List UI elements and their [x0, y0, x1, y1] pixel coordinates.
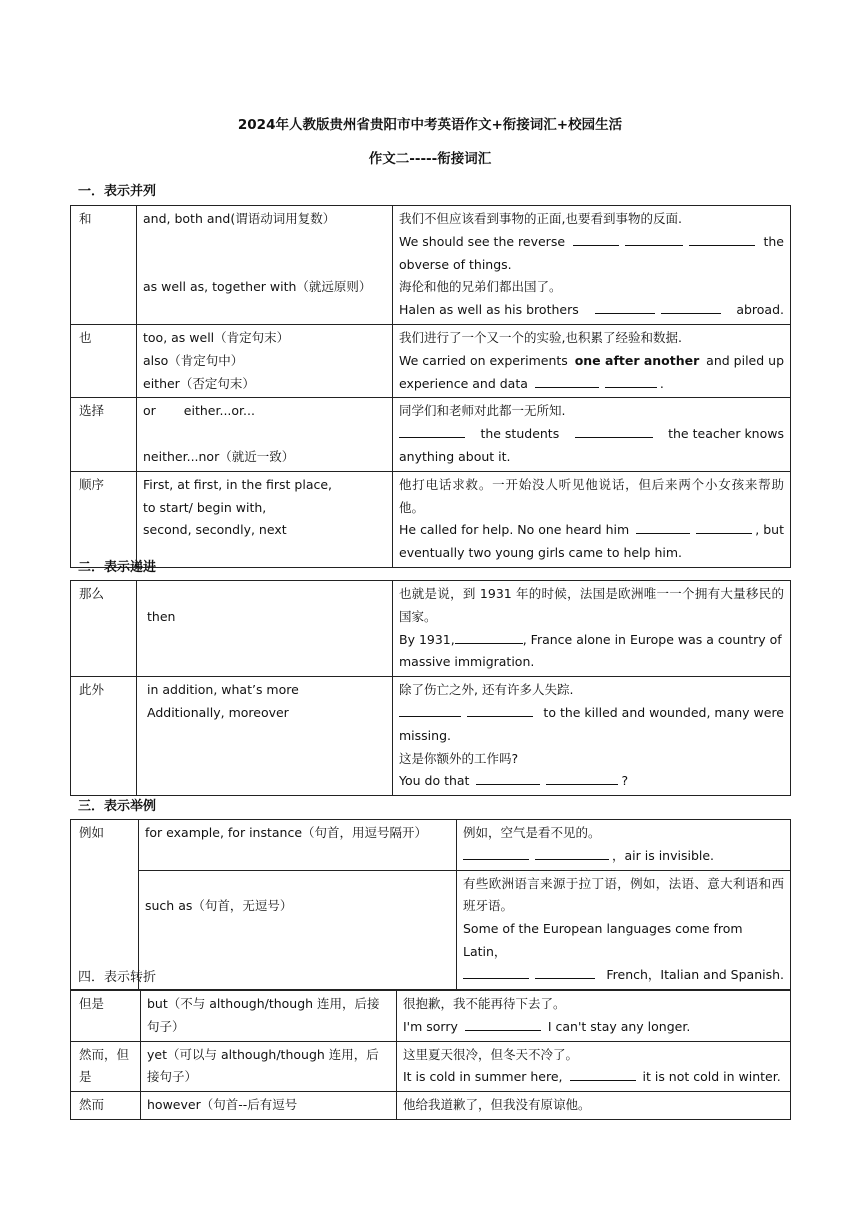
example-line: 海伦和他的兄弟们都出国了。: [399, 279, 562, 295]
answer-blank[interactable]: [636, 519, 690, 534]
answer-blank[interactable]: [575, 423, 653, 438]
answer-blank[interactable]: [455, 629, 523, 644]
words-cell: yet（可以与 although/though 连用，后接句子）: [141, 1041, 397, 1092]
category-cell: 也: [71, 324, 137, 397]
example-text: By 1931,: [399, 631, 455, 647]
section-heading-contrast: 四．表示转折: [78, 970, 157, 985]
answer-blank[interactable]: [595, 299, 655, 314]
answer-blank[interactable]: [570, 1066, 636, 1081]
category-cell: 此外: [71, 677, 137, 796]
word-line: either...or...: [183, 403, 255, 419]
table-row: [71, 820, 791, 871]
example-text: experience and data: [399, 375, 528, 391]
example-text: ，air is invisible.: [612, 847, 715, 863]
category-cell: 然而: [71, 1092, 141, 1120]
answer-blank[interactable]: [605, 373, 657, 388]
examples-cell: [393, 677, 791, 796]
examples-cell: [393, 324, 791, 397]
section-heading-progression: 二．表示递进: [78, 560, 157, 575]
words-cell: [137, 398, 393, 471]
examples-cell: [457, 870, 791, 989]
examples-cell: [393, 398, 791, 471]
examples-cell: [397, 1041, 791, 1092]
example-text: it is not cold in winter.: [642, 1069, 781, 1085]
answer-blank[interactable]: [463, 845, 529, 860]
example-line: 很抱歉，我不能再待下去了。: [403, 996, 566, 1011]
answer-blank[interactable]: [399, 423, 465, 438]
example-text: I'm sorry: [403, 1018, 458, 1034]
example-line: missing.: [399, 727, 451, 743]
document-title: 2024年人教版贵州省贵阳市中考英语作文+衔接词汇+校园生活: [237, 117, 623, 133]
example-line: obverse of things.: [399, 256, 512, 272]
example-line: massive immigration.: [399, 654, 535, 670]
category-cell: 然而，但是: [71, 1041, 141, 1092]
answer-blank[interactable]: [689, 231, 755, 246]
table-row: [71, 870, 791, 989]
examples-cell: [393, 581, 791, 677]
example-text: to the killed and wounded, many were: [543, 704, 784, 720]
example-text: French，Italian and Spanish.: [606, 966, 784, 982]
examples-cell: [397, 991, 791, 1042]
words-cell: [137, 677, 393, 796]
word-line: such as（句首，无逗号）: [145, 898, 293, 914]
answer-blank[interactable]: [573, 231, 619, 246]
category-cell: 和: [71, 206, 137, 325]
example-text: ?: [621, 773, 629, 789]
table-contrast: [70, 990, 791, 1120]
example-text: He called for help. No one heard him: [399, 522, 630, 538]
words-cell: [137, 471, 393, 567]
word-line: also（肯定句中）: [143, 352, 244, 368]
table-row: [71, 581, 791, 677]
category-cell: 但是: [71, 991, 141, 1042]
examples-cell: [457, 820, 791, 871]
example-line: eventually two young girls came to help him.: [399, 545, 682, 561]
example-text: the: [763, 233, 784, 249]
word-line: or: [143, 403, 156, 419]
example-line: 这是你额外的工作吗?: [399, 750, 519, 766]
examples-cell: [393, 206, 791, 325]
category-cell: 顺序: [71, 471, 137, 567]
words-cell: [137, 324, 393, 397]
answer-blank[interactable]: [535, 845, 609, 860]
table-parallel: [70, 205, 791, 568]
example-text: We carried on experiments: [399, 352, 568, 368]
example-text: You do that: [399, 773, 470, 789]
word-line: for example, for instance（句首，用逗号隔开）: [145, 825, 428, 840]
table-row: [71, 324, 791, 397]
example-line: 他打电话求救。一开始没人听见他说话，但后来两个小女孩来帮助他。: [399, 476, 784, 515]
example-line: 除了伤亡之外, 还有许多人失踪.: [399, 682, 574, 698]
table-row: [71, 398, 791, 471]
example-text: .: [659, 375, 664, 391]
example-line: 有些欧洲语言来源于拉丁语，例如，法语、意大利语和西班牙语。: [463, 875, 784, 914]
table-row: [71, 1041, 791, 1092]
section-heading-examples: 三．表示举例: [78, 799, 157, 814]
table-row: [71, 677, 791, 796]
answer-blank[interactable]: [535, 373, 599, 388]
word-line: as well as, together with（就远原则）: [143, 279, 372, 295]
example-line: Some of the European languages come from Latin，: [463, 921, 743, 959]
example-emphasis: one after another: [574, 352, 700, 368]
example-text: , but: [755, 522, 784, 538]
example-line: 同学们和老师对此都一无所知.: [399, 403, 566, 419]
word-line: and, both and(谓语动词用复数）: [143, 211, 336, 226]
answer-blank[interactable]: [465, 1016, 541, 1031]
example-line: anything about it.: [399, 448, 511, 464]
answer-blank[interactable]: [661, 299, 721, 314]
example-text: Halen as well as his brothers: [399, 302, 579, 318]
word-line: in addition, what’s more: [147, 682, 299, 698]
words-cell: but（不与 although/though 连用，后接句子）: [141, 991, 397, 1042]
example-text: the students: [480, 426, 560, 442]
answer-blank[interactable]: [546, 770, 618, 785]
section-heading-parallel: 一．表示并列: [78, 184, 157, 199]
table-examples: [70, 819, 791, 990]
category-cell: 例如: [71, 820, 139, 990]
example-text: the teacher knows: [668, 426, 784, 442]
examples-cell: 他给我道歉了，但我没有原谅他。: [397, 1092, 791, 1120]
example-text: , France alone in Europe was a country of: [522, 631, 782, 647]
answer-blank[interactable]: [535, 964, 595, 979]
words-cell: [139, 820, 457, 871]
word-line: then: [147, 608, 176, 624]
words-cell: however（句首--后有逗号: [141, 1092, 397, 1120]
words-cell: [137, 206, 393, 325]
table-row: [71, 471, 791, 567]
example-line: 例如，空气是看不见的。: [463, 825, 601, 840]
word-line: either（否定句末）: [143, 375, 255, 391]
answer-blank[interactable]: [467, 702, 533, 717]
word-line: second, secondly, next: [143, 522, 287, 538]
words-cell: [139, 870, 457, 989]
example-line: 这里夏天很冷，但冬天不冷了。: [403, 1046, 579, 1062]
word-line: First, at first, in the first place,: [143, 476, 333, 492]
table-progression: [70, 580, 791, 796]
category-cell: 选择: [71, 398, 137, 471]
example-line: 我们进行了一个又一个的实验,也积累了经验和数据.: [399, 329, 682, 345]
examples-cell: [393, 471, 791, 567]
example-text: I can't stay any longer.: [547, 1018, 691, 1034]
example-text: abroad.: [736, 302, 784, 318]
words-cell: [137, 581, 393, 677]
answer-blank[interactable]: [625, 231, 683, 246]
table-row: [71, 206, 791, 325]
example-line: 也就是说，到 1931 年的时候，法国是欧洲唯一一个拥有大量移民的国家。: [399, 586, 784, 624]
word-line: neither...nor（就近一致）: [143, 448, 295, 464]
example-text: and piled up: [706, 352, 784, 368]
category-cell: 那么: [71, 581, 137, 677]
example-text: It is cold in summer here,: [403, 1069, 563, 1085]
answer-blank[interactable]: [399, 702, 461, 717]
example-text: We should see the reverse: [399, 233, 566, 249]
word-line: too, as well（肯定句末）: [143, 329, 290, 345]
example-line: 我们不但应该看到事物的正面,也要看到事物的反面.: [399, 211, 682, 226]
answer-blank[interactable]: [476, 770, 540, 785]
table-row: [71, 1092, 791, 1120]
answer-blank[interactable]: [696, 519, 752, 534]
answer-blank[interactable]: [463, 964, 529, 979]
word-line: Additionally, moreover: [147, 704, 289, 720]
word-line: to start/ begin with,: [143, 499, 267, 515]
document-subtitle: 作文二-----衔接词汇: [368, 151, 492, 167]
table-row: [71, 991, 791, 1042]
